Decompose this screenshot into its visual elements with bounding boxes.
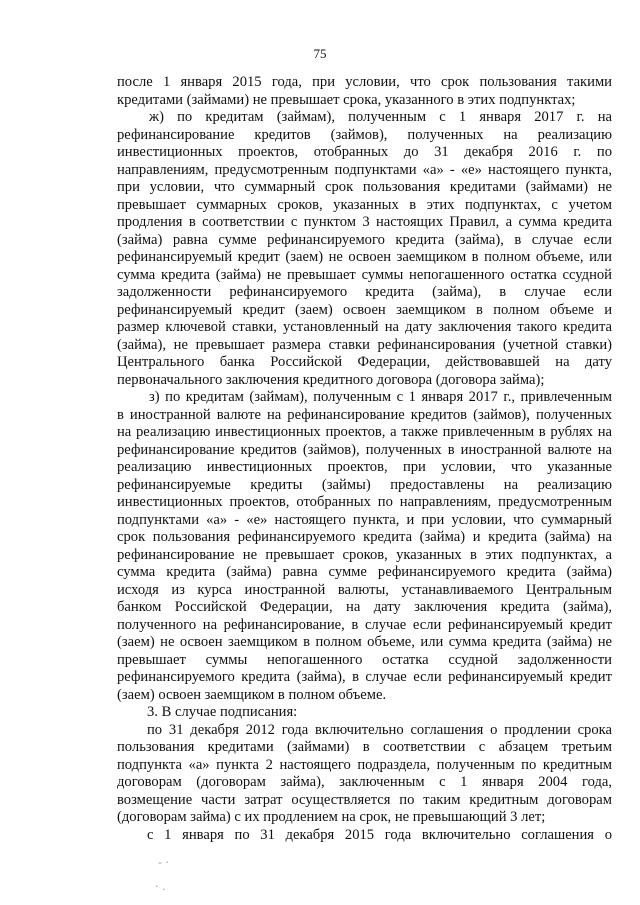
text-line: (заем) не освоен заемщиком в полном объеме, или сумма кредита (займа) не [117, 634, 612, 650]
text-line: (заем) освоен заемщиком в полном объеме. [117, 686, 387, 703]
text-line: инвестиционных проектов, отобранных по направлениям, предусмотренным [117, 494, 612, 510]
text-line: (займа), не превышает размера ставки рефинансирования (учетной ставки) [117, 336, 612, 353]
text-line: реализацию инвестиционных проектов, при условии, что указанные [117, 459, 612, 475]
text-line: Центрального банка Российской Федерации, действовавшей на дату [117, 354, 612, 370]
text-line: (займа) равна сумме рефинансируемого кредита (займа), в случае если [117, 231, 612, 248]
text-line: 3. В случае подписания: [147, 704, 298, 720]
text-line: возмещение части затрат осуществляется по таким кредитным договорам [117, 791, 612, 808]
text-line: задолженности рефинансируемого кредита (займа), в случае если [117, 284, 612, 300]
text-line: инвестиционных проектов, отобранных до 31 декабря 2016 г. по [117, 144, 612, 160]
text-line: направлениям, предусмотренным подпунктами «а» - «е» настоящего пункта, [117, 161, 612, 178]
text-line: срок пользования рефинансируемого кредита (займа) и кредита (займа) на [117, 529, 612, 545]
text-line: подпунктами «а» - «е» настоящего пункта, и при условии, что суммарный [117, 511, 612, 528]
text-line: превышает суммы непогашенного остатка ссудной задолженности [117, 651, 612, 668]
text-line: з) по кредитам (займам), полученным с 1 января 2017 г., привлеченным [149, 389, 612, 405]
text-line: полученного на рефинансирование, в случае если рефинансируемый кредит [117, 616, 612, 633]
text-line: с 1 января по 31 декабря 2015 года включительно соглашения о [147, 826, 612, 843]
scan-mark: · . [155, 880, 166, 893]
text-line: подпункта «а» пункта 2 настоящего подраздела, полученным по кредитным [117, 756, 612, 773]
text-line: после 1 января 2015 года, при условии, что срок пользования такими [117, 74, 612, 90]
text-line: по 31 декабря 2012 года включительно соглашения о продлении срока [147, 721, 612, 738]
text-line: кредитами (займами) не превышает срока, указанного в этих подпунктах; [117, 91, 576, 108]
text-line: (договорам займа) с их продлением на срок, не превышающий 3 лет; [117, 809, 546, 825]
body-text [117, 74, 612, 844]
text-line: превышает суммарных сроков, указанных в этих подпунктах, с учетом [117, 196, 612, 213]
page-number: 75 [313, 46, 327, 61]
text-line: договорам (договорам займа), заключенным с 1 января 2004 года, [117, 774, 612, 790]
text-line: рефинансирование кредитов (займов), полученных на реализацию [117, 126, 612, 143]
text-line: банком Российской Федерации, на дату заключения кредита (займа), [117, 599, 612, 615]
text-line: ж) по кредитам (займам), полученным с 1 января 2017 г. на [149, 109, 612, 125]
text-line: исходя из курса иностранной валюты, устанавливаемого Центральным [117, 581, 612, 598]
text-line: в иностранной валюте на рефинансирование кредитов (займов), полученных [117, 406, 612, 423]
text-line: при условии, что суммарный срок пользования кредитами (займами) не [117, 179, 612, 195]
text-line: продления в соответствии с пунктом 3 настоящих Правил, а сумма кредита [117, 214, 612, 230]
text-line: пользования кредитами (займами) в соответствии с абзацем третьим [117, 739, 612, 755]
text-line: сумма кредита (займа) равна сумме рефинансируемого кредита (займа) [117, 564, 612, 580]
text-line: рефинансируемые кредиты (займы) предоставлены на реализацию [117, 476, 612, 493]
text-line: рефинансируемый кредит (заем) освоен заемщиком в полном объеме и [117, 301, 612, 318]
text-line: на реализацию инвестиционных проектов, а также привлеченным в рублях на [117, 424, 612, 440]
text-line: размер ключевой ставки, установленный на дату заключения такого кредита [117, 319, 612, 335]
text-line: сумма кредита (займа) не превышает суммы непогашенного остатка ссудной [117, 266, 612, 283]
text-line: рефинансирование не превышает сроков, указанных в этих подпунктах, а [117, 546, 612, 563]
text-line: рефинансирование кредитов (займов), полученных в иностранной валюте на [117, 441, 612, 458]
scan-mark: - · [158, 856, 169, 869]
text-line: первоначального заключения кредитного договора (договора займа); [117, 371, 545, 388]
text-line: рефинансируемый кредит (заем) не освоен заемщиком в полном объеме, или [117, 249, 612, 265]
text-line: рефинансируемого кредита (займа), в случае если рефинансируемый кредит [117, 669, 612, 685]
